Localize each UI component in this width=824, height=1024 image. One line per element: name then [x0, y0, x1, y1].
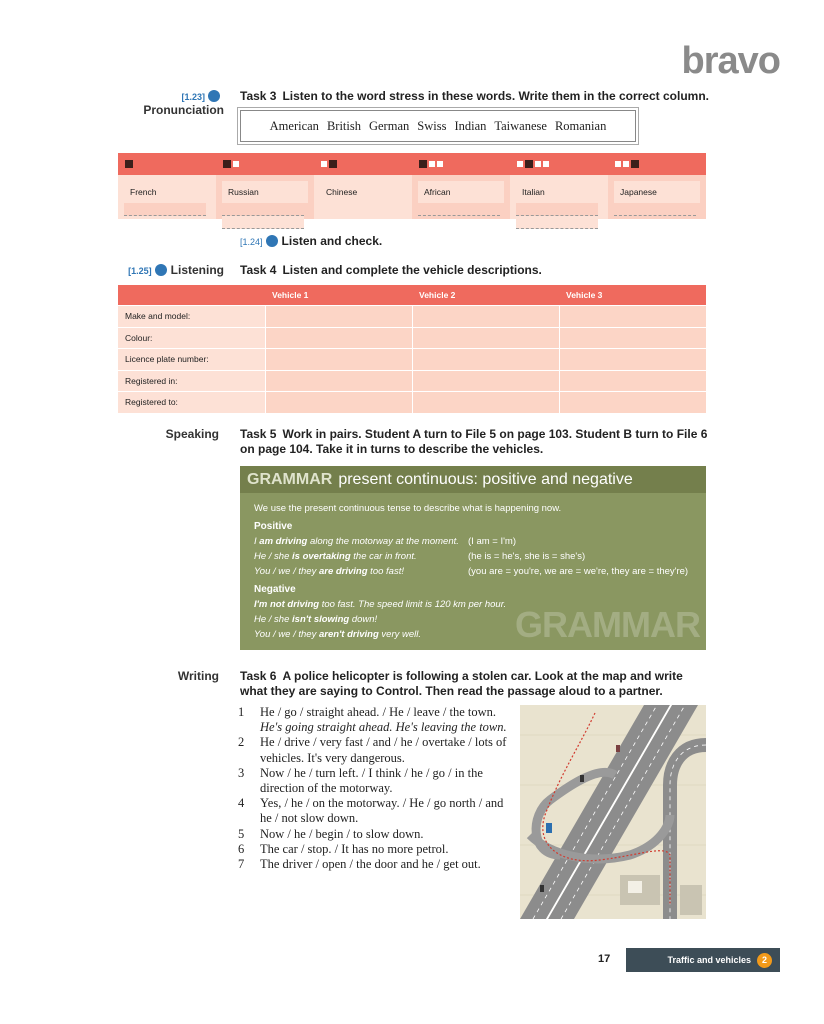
task5-instruction	[240, 427, 710, 457]
answer-cell[interactable]	[265, 392, 412, 413]
row-label: Make and model:	[118, 306, 265, 327]
stress-pattern	[608, 153, 706, 175]
audio-icon[interactable]	[208, 90, 220, 102]
word-item: American	[269, 118, 319, 133]
audio-icon[interactable]	[266, 235, 278, 247]
item-text: Now / he / turn left. / I think / he / go / in the direction of the motorway.	[260, 765, 483, 796]
stress-square-icon	[543, 161, 549, 167]
grammar-title	[240, 466, 706, 493]
answer-cell[interactable]	[559, 349, 706, 370]
grammar-box	[240, 466, 706, 650]
example-word: Italian	[516, 181, 602, 203]
track-number: [1.24]	[240, 237, 263, 247]
stress-square-icon	[525, 160, 533, 168]
row-label: Registered to:	[118, 392, 265, 413]
word-item: Swiss	[417, 118, 447, 133]
table-row	[118, 327, 706, 349]
stress-pattern	[412, 153, 510, 175]
stress-column	[510, 175, 608, 219]
row-label: Licence plate number:	[118, 349, 265, 370]
verb-form: isn't slowing	[292, 614, 350, 625]
sentence-start: He / she	[254, 551, 293, 562]
example-sentence	[254, 597, 506, 612]
section-pronunciation	[108, 89, 224, 117]
list-item	[238, 766, 508, 796]
stress-column	[314, 175, 412, 219]
sentence-end: too fast!	[367, 566, 404, 577]
word-item: Romanian	[554, 118, 607, 133]
sentence-end: along the motorway at the moment.	[307, 536, 459, 547]
example-word: African	[418, 181, 504, 203]
item-body	[260, 827, 424, 842]
track-number: [1.23]	[181, 92, 205, 102]
blank-header	[118, 285, 265, 305]
stress-square-icon	[623, 161, 629, 167]
road-map-illustration	[520, 705, 706, 919]
stress-pattern	[118, 153, 216, 175]
stress-table	[118, 153, 706, 219]
stress-square-icon	[223, 160, 231, 168]
verb-form: is overtaking	[292, 551, 351, 562]
list-item	[238, 735, 508, 765]
table-row	[118, 348, 706, 370]
item-number: 1	[238, 705, 245, 719]
answer-cell[interactable]	[265, 371, 412, 392]
answer-blank[interactable]	[124, 203, 206, 216]
sentence-end: very well.	[378, 629, 422, 640]
stress-square-icon	[535, 161, 541, 167]
example-sentence	[254, 534, 468, 549]
verb-form: I'm not driving	[254, 599, 320, 610]
item-number: 6	[238, 841, 245, 856]
verb-form: aren't driving	[318, 629, 379, 640]
answer-blank[interactable]	[222, 216, 304, 229]
track-number: [1.25]	[128, 266, 152, 276]
item-number: 5	[238, 826, 245, 841]
item-text: He / go / straight ahead. / He / leave / the town.	[260, 705, 497, 719]
task4-instruction	[240, 263, 710, 278]
sentence-start: You / we / they	[254, 629, 319, 640]
word-box	[240, 110, 636, 142]
unit-number-badge: 2	[757, 953, 772, 968]
stress-column	[412, 175, 510, 219]
example-word: Japanese	[614, 181, 700, 203]
answer-cell[interactable]	[559, 392, 706, 413]
answer-blank[interactable]	[222, 203, 304, 216]
stress-column	[118, 175, 216, 219]
stress-square-icon	[429, 161, 435, 167]
unit-tab	[626, 948, 780, 972]
example-sentence	[254, 564, 468, 579]
answer-cell[interactable]	[265, 349, 412, 370]
example-word: French	[124, 181, 210, 203]
task-number: Task 3	[240, 89, 277, 103]
stress-pattern	[216, 153, 314, 175]
example-answer: He's going straight ahead. He's leaving the town.	[260, 720, 507, 735]
stress-column	[608, 175, 706, 219]
task-text: A police helicopter is following a stolen car. Look at the map and write what they are saying to Control. Then read the passage aloud to a partner.	[240, 669, 683, 698]
list-item	[238, 842, 508, 857]
example-word: Russian	[222, 181, 308, 203]
exercise-items	[238, 705, 508, 872]
answer-cell[interactable]	[265, 328, 412, 349]
task-text: Listen and complete the vehicle descriptions.	[282, 263, 542, 277]
brand-logo: bravo	[681, 40, 780, 82]
item-body	[260, 705, 507, 735]
task-number: Task 5	[240, 427, 277, 441]
stress-square-icon	[615, 161, 621, 167]
answer-cell[interactable]	[412, 371, 559, 392]
item-number: 4	[238, 796, 245, 811]
unit-title: Traffic and vehicles	[667, 955, 751, 965]
sentence-start: He / she	[254, 614, 293, 625]
word-item: Indian	[454, 118, 487, 133]
grammar-example	[254, 564, 706, 579]
answer-blank[interactable]	[418, 203, 500, 216]
section-label: Pronunciation	[143, 103, 224, 117]
listen-check-text: Listen and check.	[281, 234, 383, 248]
task-text: Work in pairs. Student A turn to File 5 on page 103. Student B turn to File 6 on page 104. Take it in turns to describe the vehicles.	[240, 427, 708, 456]
vehicle-table	[118, 285, 706, 413]
stress-pattern	[314, 153, 412, 175]
vehicle-header: Vehicle 2	[419, 290, 456, 300]
task-number: Task 4	[240, 263, 277, 277]
item-number: 7	[238, 857, 245, 872]
contraction-note: (you are = you're, we are = we're, they are = they're)	[468, 566, 689, 577]
table-row	[118, 370, 706, 392]
grammar-watermark: GRAMMAR	[515, 604, 700, 645]
verb-form: are driving	[318, 566, 368, 577]
grammar-example	[254, 549, 706, 564]
negative-label: Negative	[254, 584, 296, 595]
word-item: Taiwanese	[494, 118, 547, 133]
stress-square-icon	[125, 160, 133, 168]
listen-check	[240, 234, 382, 250]
grammar-intro: We use the present continuous tense to describe what is happening now.	[254, 503, 562, 514]
item-body	[260, 735, 508, 765]
answer-cell[interactable]	[412, 349, 559, 370]
item-text: Yes, / he / on the motorway. / He / go north / and he / not slow down.	[260, 796, 504, 826]
table-row	[118, 391, 706, 413]
answer-blank[interactable]	[516, 203, 598, 216]
contraction-note: (I am = I'm)	[468, 536, 516, 547]
stress-square-icon	[631, 160, 639, 168]
example-sentence	[254, 627, 421, 642]
stress-square-icon	[437, 161, 443, 167]
list-item	[238, 857, 508, 872]
answer-cell[interactable]	[412, 392, 559, 413]
contraction-note: (he is = he's, she is = she's)	[468, 551, 586, 562]
answer-cell[interactable]	[412, 306, 559, 327]
item-text: The driver / open / the door and he / get out.	[260, 857, 481, 872]
item-body	[260, 766, 508, 796]
row-label: Registered in:	[118, 371, 265, 392]
section-listening	[108, 263, 224, 277]
stress-square-icon	[233, 161, 239, 167]
sentence-start: I	[254, 536, 260, 547]
page-number: 17	[598, 953, 611, 965]
task-text: Listen to the word stress in these words. Write them in the correct column.	[282, 89, 709, 103]
sentence-end: down!	[349, 614, 378, 625]
stress-square-icon	[329, 160, 337, 168]
word-item: German	[368, 118, 410, 133]
answer-cell[interactable]	[559, 371, 706, 392]
answer-cell[interactable]	[559, 306, 706, 327]
list-item	[238, 796, 508, 826]
word-item: British	[326, 118, 361, 133]
grammar-tag: GRAMMAR	[247, 470, 333, 488]
section-speaking: Speaking	[165, 427, 219, 441]
task3-instruction	[240, 89, 710, 104]
answer-cell[interactable]	[559, 328, 706, 349]
row-label: Colour:	[118, 328, 265, 349]
item-body	[260, 842, 449, 857]
stress-column	[216, 175, 314, 219]
example-sentence	[254, 612, 377, 627]
item-text: Now / he / begin / to slow down.	[260, 826, 424, 841]
example-word: Chinese	[320, 181, 406, 203]
sentence-end: the car in front.	[350, 551, 417, 562]
table-row	[118, 305, 706, 327]
answer-cell[interactable]	[412, 328, 559, 349]
item-number: 2	[238, 735, 245, 750]
example-sentence	[254, 549, 468, 564]
section-label: Listening	[170, 263, 224, 277]
grammar-example	[254, 534, 706, 549]
list-item	[238, 827, 508, 842]
stress-square-icon	[321, 161, 327, 167]
answer-blank[interactable]	[516, 216, 598, 229]
answer-cell[interactable]	[265, 306, 412, 327]
vehicle-header: Vehicle 1	[272, 290, 309, 300]
vehicle-header: Vehicle 3	[566, 290, 603, 300]
section-writing: Writing	[177, 669, 219, 683]
positive-label: Positive	[254, 521, 293, 532]
audio-icon[interactable]	[155, 264, 167, 276]
grammar-heading: present continuous: positive and negative	[338, 470, 633, 488]
answer-blank[interactable]	[614, 203, 696, 216]
verb-form: am driving	[259, 536, 308, 547]
item-number: 3	[238, 765, 245, 780]
task6-instruction	[240, 669, 708, 699]
item-body	[260, 857, 481, 872]
task-number: Task 6	[240, 669, 277, 683]
list-item	[238, 705, 508, 735]
item-text: The car / stop. / It has no more petrol.	[260, 841, 449, 856]
stress-pattern	[510, 153, 608, 175]
sentence-end: too fast. The speed limit is 120 km per hour.	[319, 599, 507, 610]
stress-square-icon	[419, 160, 427, 168]
stress-square-icon	[517, 161, 523, 167]
sentence-start: You / we / they	[254, 566, 319, 577]
item-body	[260, 796, 508, 826]
item-text: He / drive / very fast / and / he / overtake / lots of vehicles. It's very dangerous.	[260, 735, 507, 765]
